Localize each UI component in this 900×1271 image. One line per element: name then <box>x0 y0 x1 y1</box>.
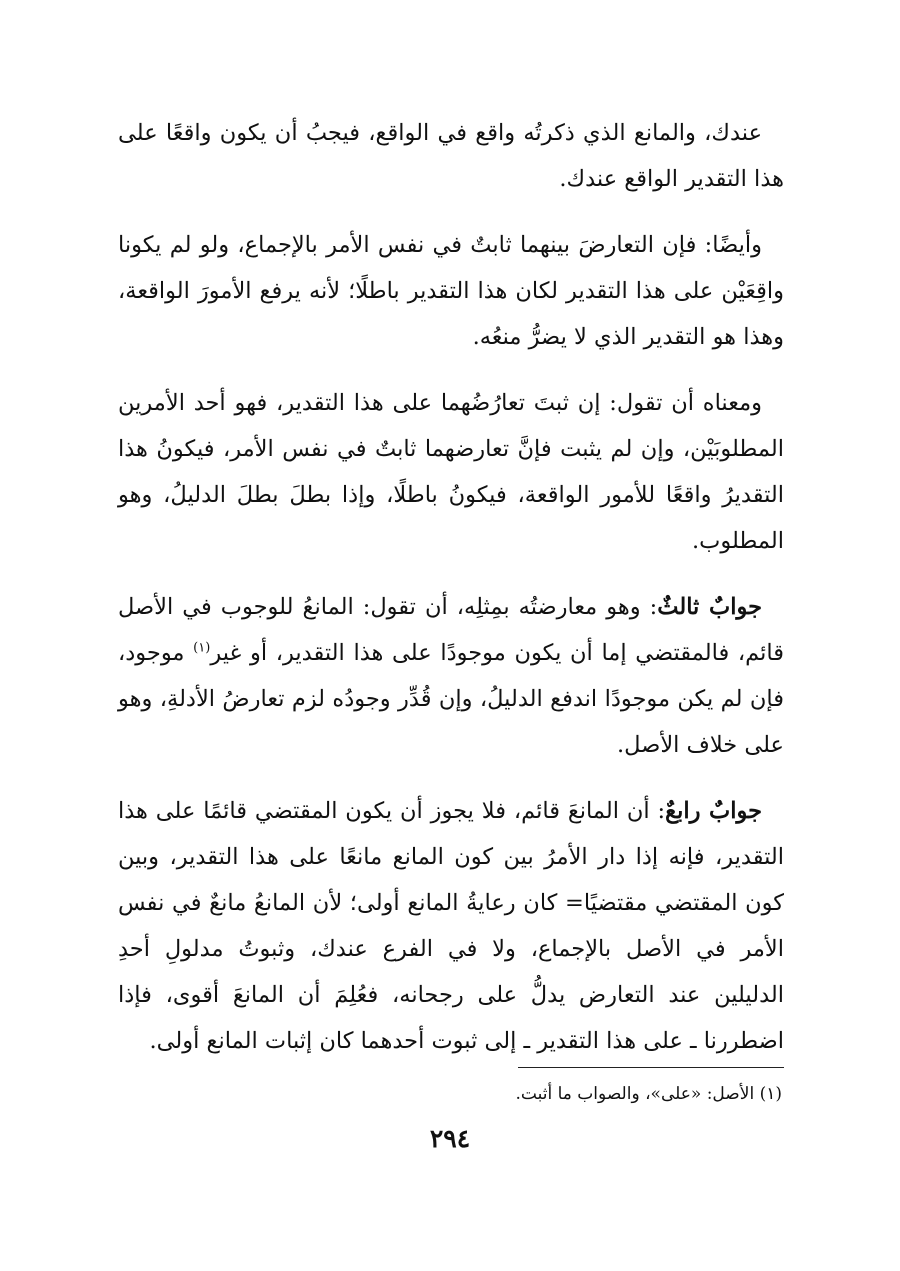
footnote-divider <box>518 1067 784 1068</box>
page-number: ٢٩٤ <box>429 1124 471 1153</box>
answer-heading: جوابٌ ثالثٌ <box>657 594 762 620</box>
footnote-text: الأصل: «على»، والصواب ما أثبت. <box>515 1084 755 1104</box>
paragraph-text: : أن المانعَ قائم، فلا يجوز أن يكون المقتضي قائمًا على هذا التقدير، فإنه إذا دار الأمرُ بين كون المانع مانعًا على هذا التقدير، وبين كون المقتضي مقتضيًا= كان رعايةُ المانع أولى؛ لأن المانعُ مانعٌ في نفس الأمر في الأصل بالإجماع، ولا في الفرع عندك، وثبوتُ مدلولِ أحدِ الدليلين عند التعارض يدلُّ على رجحانه، فعُلِمَ أن المانعَ أقوى، فإذا اضطررنا ـ على هذا التقدير ـ إلى ثبوت أحدهما كان إثبات المانع أولى. <box>118 798 784 1054</box>
paragraph-3 <box>118 380 784 564</box>
paragraph-4 <box>118 584 784 768</box>
paragraph-1 <box>118 110 784 202</box>
answer-heading: جوابٌ رابعٌ <box>665 798 762 824</box>
footnote-reference[interactable]: (١) <box>193 640 211 656</box>
paragraph-text: وأيضًا: فإن التعارضَ بينهما ثابتٌ في نفس الأمر بالإجماع، ولو لم يكونا واقِعَيْن على هذا التقدير لكان هذا التقدير باطلًا؛ لأنه يرفع الأمورَ الواقعة، وهذا هو التقدير الذي لا يضرُّ منعُه. <box>118 232 784 350</box>
paragraph-text: : وهو معارضتُه بمِثلِه، أن تقول: المانعُ للوجوب في الأصل قائم، فالمقتضي إما أن يكون موجودًا على هذا التقدير، أو غير <box>118 594 784 666</box>
paragraph-5 <box>118 788 784 1064</box>
page-body <box>118 110 784 1084</box>
footnote <box>116 1078 782 1110</box>
paragraph-text-continued: موجود، فإن لم يكن موجودًا اندفع الدليلُ، وإن قُدِّر وجودُه لزم تعارضُ الأدلةِ، وهو على خلاف الأصل. <box>118 640 784 758</box>
footnote-marker: (١) <box>759 1084 782 1104</box>
paragraph-2 <box>118 222 784 360</box>
paragraph-text: عندك، والمانع الذي ذكرتُه واقع في الواقع، فيجبُ أن يكون واقعًا على هذا التقدير الواقع عندك. <box>118 120 784 192</box>
paragraph-text: ومعناه أن تقول: إن ثبتَ تعارُضُهما على هذا التقدير، فهو أحد الأمرين المطلوبَيْن، وإن لم يثبت فإنَّ تعارضهما ثابتٌ في نفس الأمر، فيكونُ هذا التقديرُ واقعًا للأمور الواقعة، فيكونُ باطلًا، وإذا بطلَ بطلَ الدليلُ، وهو المطلوب. <box>118 390 784 554</box>
